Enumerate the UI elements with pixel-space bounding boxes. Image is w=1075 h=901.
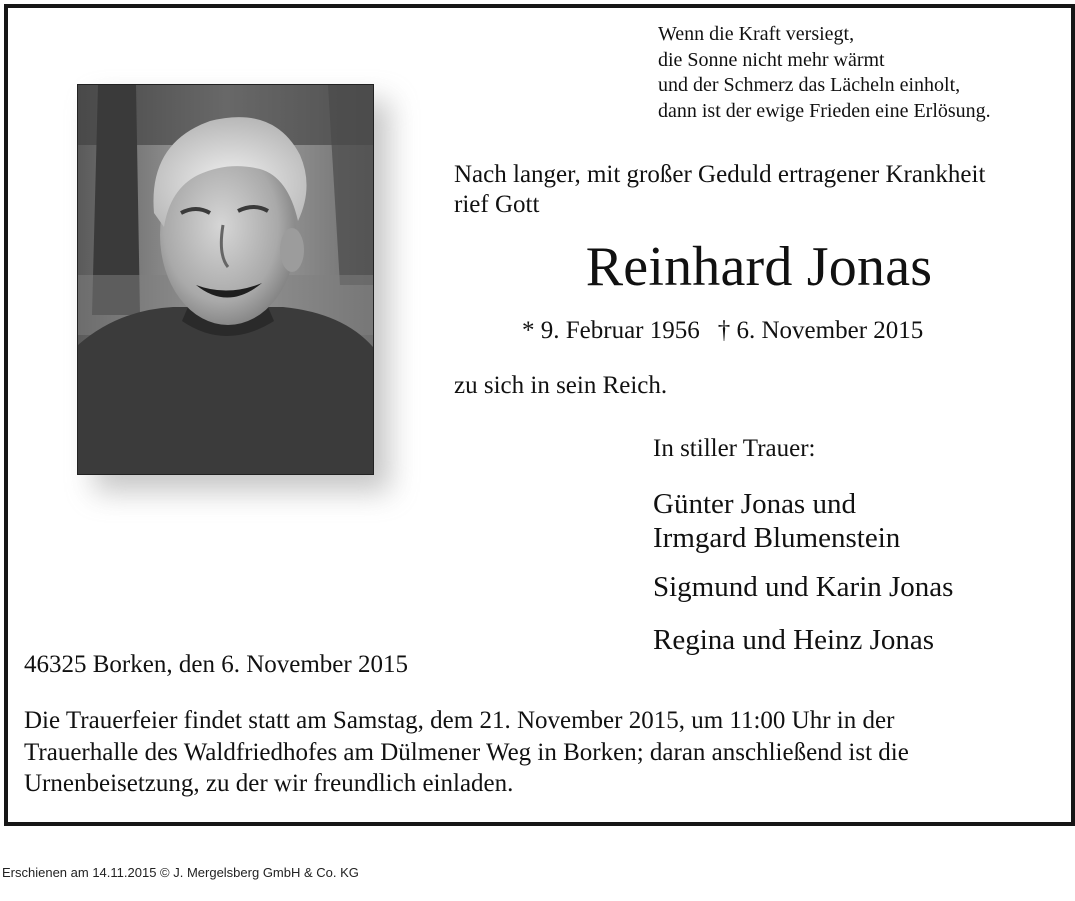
place-date: 46325 Borken, den 6. November 2015 bbox=[24, 651, 408, 678]
intro-text bbox=[454, 160, 1054, 220]
service-line: Urnenbeisetzung, zu der wir freundlich einladen. bbox=[24, 770, 514, 797]
life-dates bbox=[522, 316, 1052, 346]
poem-line: dann ist der ewige Frieden eine Erlösung. bbox=[658, 99, 991, 122]
mourner-entry: Regina und Heinz Jonas bbox=[653, 624, 935, 656]
mourner-entry: Sigmund und Karin Jonas bbox=[653, 571, 954, 603]
mourner-entry: Günter Jonas und bbox=[653, 488, 856, 520]
portrait-image bbox=[78, 85, 373, 474]
intro-line: rief Gott bbox=[454, 191, 540, 218]
service-line: Trauerhalle des Waldfriedhofes am Dülmener Weg in Borken; daran anschließend ist die bbox=[24, 738, 909, 766]
mourner-entry: Irmgard Blumenstein bbox=[653, 522, 901, 554]
intro-line: Nach langer, mit großer Geduld ertragener Krankheit bbox=[454, 161, 986, 188]
poem-line: die Sonne nicht mehr wärmt bbox=[658, 48, 885, 71]
service-line: Die Trauerfeier findet statt am Samstag, dem 21. November 2015, um 11:00 Uhr in der bbox=[24, 707, 895, 734]
service-info bbox=[24, 705, 1044, 800]
deceased-name: Reinhard Jonas bbox=[585, 236, 933, 298]
birth-date: * 9. Februar 1956 bbox=[522, 317, 700, 344]
mourners-heading: In stiller Trauer: bbox=[653, 435, 816, 462]
death-date: † 6. November 2015 bbox=[717, 317, 924, 344]
publication-footer: Erschienen am 14.11.2015 © J. Mergelsberg GmbH & Co. KG bbox=[2, 865, 359, 880]
closing-text: zu sich in sein Reich. bbox=[454, 372, 668, 399]
portrait-photo bbox=[77, 84, 374, 475]
poem bbox=[658, 22, 1058, 124]
poem-line: und der Schmerz das Lächeln einholt, bbox=[658, 74, 961, 96]
poem-line: Wenn die Kraft versiegt, bbox=[658, 23, 855, 45]
